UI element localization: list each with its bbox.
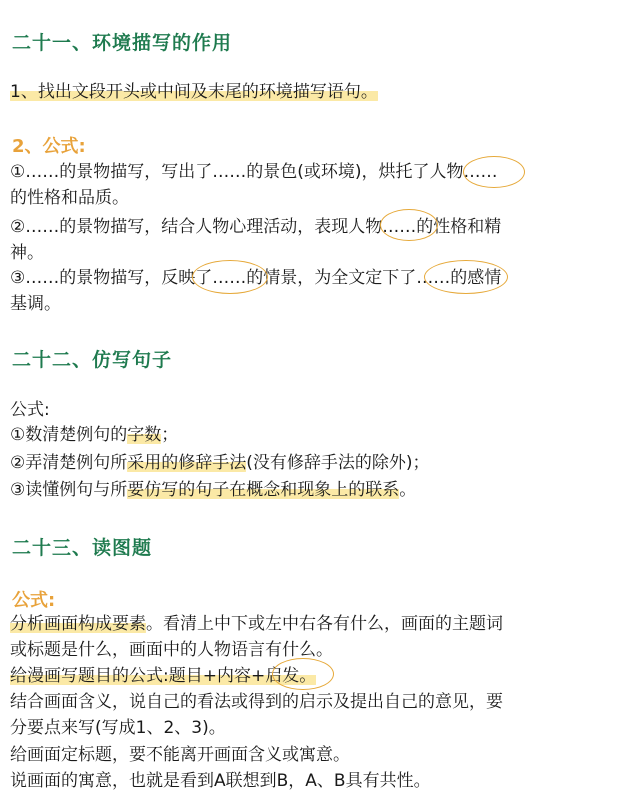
circled-word-dingxia: 定下了	[365, 268, 417, 288]
section-22-line-1: ①数清楚例句的字数；	[10, 425, 179, 445]
section-21-item-1: 1、找出文段开头或中间及末尾的环境描写语句。	[10, 82, 378, 102]
section-23-para-4: 给画面定标题，要不能离开画面含义或寓意。	[10, 745, 350, 765]
formula-line-2-cont: 神。	[10, 243, 44, 263]
formula-line-3-cont: 基调。	[10, 294, 61, 314]
section-23-para-5: 说画面的寓意，也就是看到A联想到B，A、B具有共性。	[10, 771, 431, 791]
section-22-line-3: ③读懂例句与所要仿写的句子在概念和现象上的联系。	[10, 480, 417, 500]
circled-word-fanying: 反映了	[161, 268, 213, 288]
section-22-formula-label: 公式:	[10, 400, 50, 420]
section-21-formula-title: 2、公式:	[12, 136, 86, 157]
section-23-para-1: 分析画面构成要素。看清上中下或左中右各有什么，画面的主题词	[10, 614, 503, 634]
formula-line-2: ②……的景物描写，结合人物心理活动，表现人物……的性格和精	[10, 217, 502, 237]
section-22-line-2: ②弄清楚例句所采用的修辞手法(没有修辞手法的除外)；	[10, 453, 430, 473]
section-23-para-3: 结合画面含义，说自己的看法或得到的启示及提出自己的意见，要	[10, 692, 503, 712]
section-23-title: 二十三、读图题	[12, 537, 153, 559]
section-23-para-3-cont: 分要点来写(写成1、2、3)。	[10, 718, 226, 738]
formula-line-1: ①……的景物描写，写出了……的景色(或环境)，烘托了人物……	[10, 162, 498, 182]
section-21-title: 二十一、环境描写的作用	[12, 32, 233, 54]
section-23-para-2: 给漫画写题目的公式:题目+内容+启发。	[10, 666, 317, 686]
circled-word-biaoxian: 表现	[314, 217, 349, 237]
circled-word-hongtuo: 烘托	[378, 162, 413, 182]
section-22-title: 二十二、仿写句子	[12, 349, 173, 371]
section-23-formula-title: 公式:	[12, 590, 56, 611]
formula-line-1-cont: 的性格和品质。	[10, 188, 129, 208]
formula-line-3: ③……的景物描写，反映了……的情景，为全文定下了……的感情	[10, 268, 502, 288]
section-23-para-1-cont: 或标题是什么，画面中的人物语言有什么。	[10, 640, 333, 660]
